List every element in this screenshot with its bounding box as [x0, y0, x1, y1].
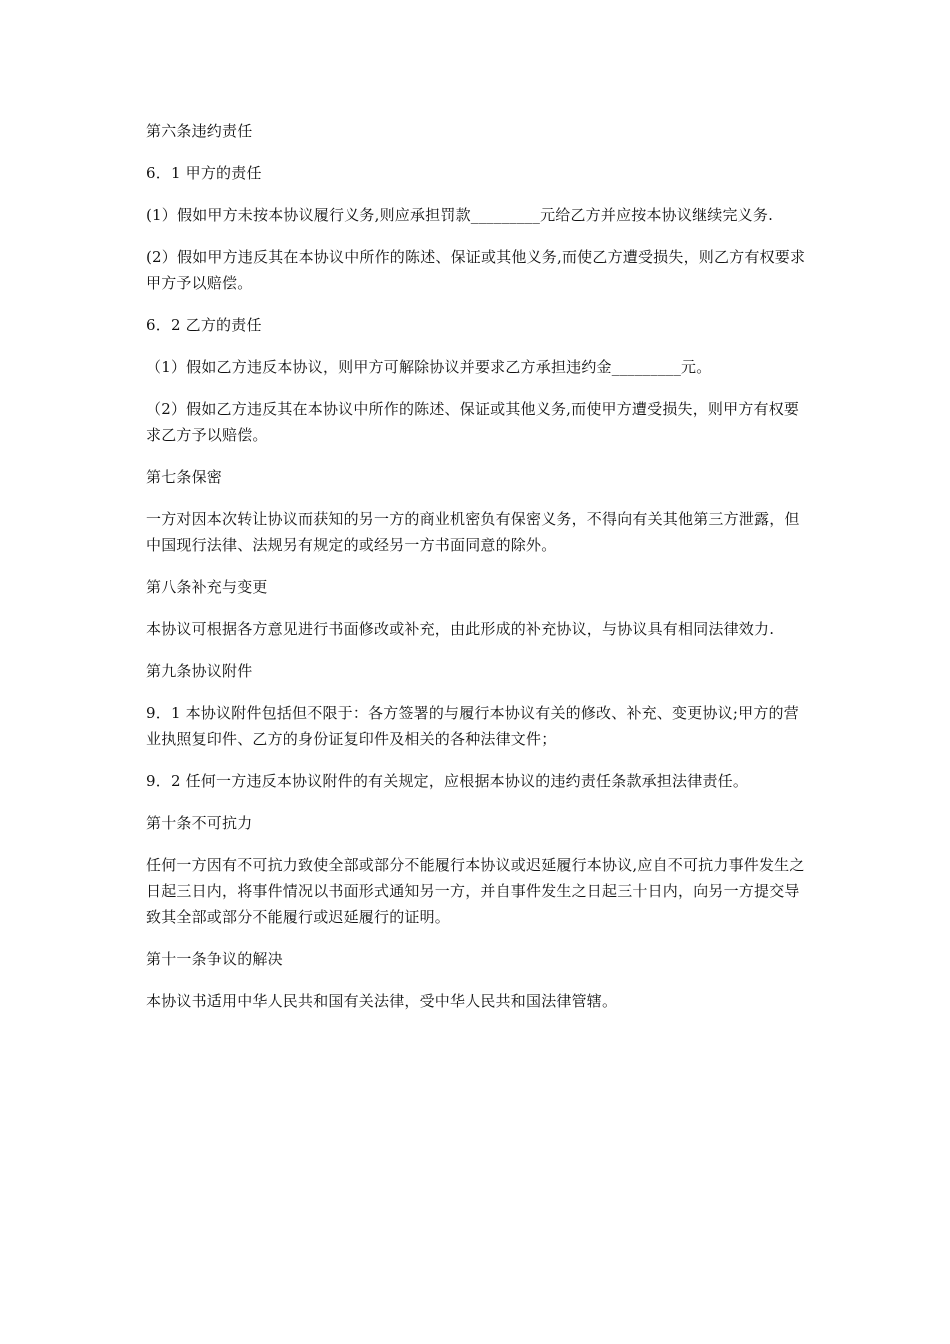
article-7-heading: 第七条保密: [146, 468, 223, 486]
article-7-body: 一方对因本次转让协议而获知的另一方的商业机密负有保密义务，不得向有关其他第三方泄露，但中国现行法律、法规另有规定的或经另一方书面同意的除外。: [146, 510, 800, 554]
clause-9-1: 9．1 本协议附件包括但不限于：各方签署的与履行本协议有关的修改、补充、变更协议;甲方的营业执照复印件、乙方的身份证复印件及相关的各种法律文件；: [146, 704, 799, 748]
clause-6-1-item-1: (1）假如甲方未按本协议履行义务,则应承担罚款_________元给乙方并应按本协议继续完义务.: [146, 206, 774, 224]
clause-6-2-title: 6．2 乙方的责任: [146, 316, 262, 334]
article-10-heading: 第十条不可抗力: [146, 814, 253, 832]
article-9-heading: 第九条协议附件: [146, 662, 253, 680]
article-6-heading: 第六条违约责任: [146, 122, 253, 140]
clause-6-2-item-1: （1）假如乙方违反本协议，则甲方可解除协议并要求乙方承担违约金_________元。: [146, 358, 712, 376]
clause-6-2-item-2: （2）假如乙方违反其在本协议中所作的陈述、保证或其他义务,而使甲方遭受损失，则甲方有权要求乙方予以赔偿。: [146, 400, 800, 444]
clause-9-2: 9．2 任何一方违反本协议附件的有关规定，应根据本协议的违约责任条款承担法律责任。: [146, 772, 749, 790]
clause-6-1-title: 6．1 甲方的责任: [146, 164, 262, 182]
clause-6-1-item-2: (2）假如甲方违反其在本协议中所作的陈述、保证或其他义务,而使乙方遭受损失，则乙方有权要求甲方予以赔偿。: [146, 248, 806, 292]
article-11-body: 本协议书适用中华人民共和国有关法律，受中华人民共和国法律管辖。: [146, 992, 618, 1010]
article-10-body: 任何一方因有不可抗力致使全部或部分不能履行本协议或迟延履行本协议,应自不可抗力事件发生之日起三日内，将事件情况以书面形式通知另一方，并自事件发生之日起三十日内，向另一方提交导致其全部或部分不能履行或迟延履行的证明。: [146, 856, 805, 926]
article-8-body: 本协议可根据各方意见进行书面修改或补充，由此形成的补充协议，与协议具有相同法律效力.: [146, 620, 775, 638]
article-8-heading: 第八条补充与变更: [146, 578, 268, 596]
document-page: [146, 118, 806, 1030]
article-11-heading: 第十一条争议的解决: [146, 950, 283, 968]
